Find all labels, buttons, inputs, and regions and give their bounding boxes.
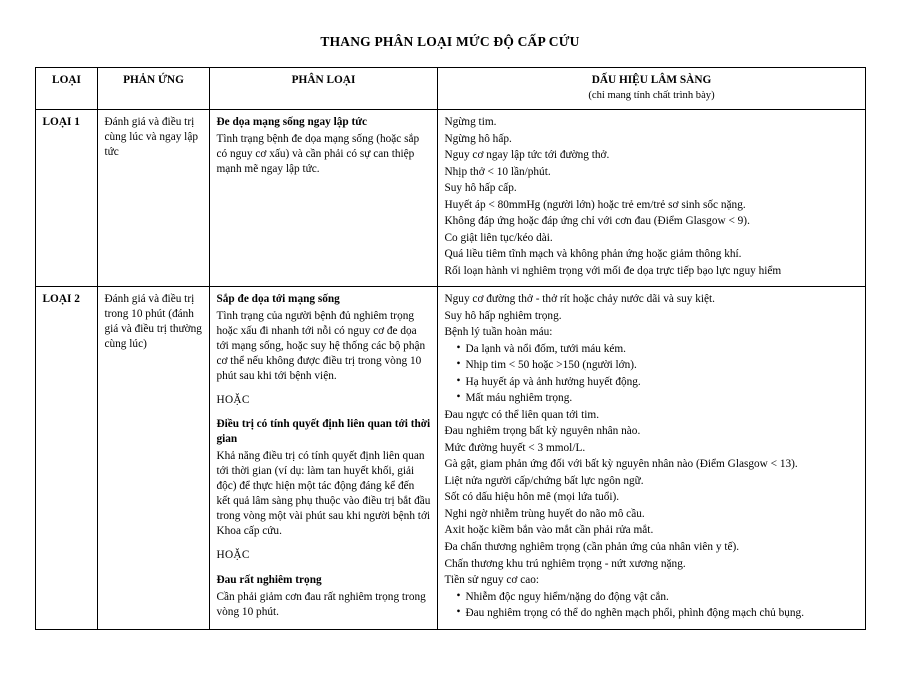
classification-text: Cần phải giảm cơn đau rất nghiêm trọng trong vòng 10 phút. xyxy=(216,590,426,618)
clinical-sign-item: Nguy cơ đường thở - thở rít hoặc chảy nước dãi và suy kiệt. xyxy=(444,293,716,306)
classification-or-label: HOẶC xyxy=(216,549,250,562)
classification-or-label: HOẶC xyxy=(216,394,250,407)
table-row xyxy=(35,287,865,629)
clinical-sign-item: Axit hoặc kiềm bắn vào mắt cần phải rửa mắt. xyxy=(444,524,654,537)
list-item: • Mất máu nghiêm trọng. xyxy=(457,391,859,406)
clinical-sign-item: Chấn thương khu trú nghiêm trọng - nứt xương nặng. xyxy=(444,557,686,570)
clinical-sign-item: Tiền sử nguy cơ cao: xyxy=(444,574,540,587)
document-page xyxy=(0,34,900,676)
table-header-row xyxy=(35,68,865,110)
table-body xyxy=(35,110,865,629)
cell-classification xyxy=(209,110,437,287)
clinical-sign-item: Gà gật, giam phản ứng đối với bất kỳ nguyên nhân nào (Điểm Glasgow < 13). xyxy=(444,458,798,471)
clinical-sign-item: Nhịp thở < 10 lần/phút. xyxy=(444,165,551,178)
clinical-sign-item: Co giật liên tục/kéo dài. xyxy=(444,231,553,244)
clinical-sign-item: Mức đường huyết < 3 mmol/L. xyxy=(444,441,586,454)
cell-clinical-signs xyxy=(437,110,865,287)
column-header-clinical-signs-note: (chỉ mang tính chất trình bày) xyxy=(588,90,715,102)
clinical-sign-item: Đau ngực có thể liên quan tới tim. xyxy=(444,408,600,421)
classification-heading: Điều trị có tính quyết định liên quan tới thời gian xyxy=(216,418,431,446)
cell-response: Đánh giá và điều trị trong 10 phút (đánh giá và điều trị thường cùng lúc) xyxy=(97,287,209,629)
column-header-category: LOẠI xyxy=(35,68,97,110)
classification-separator xyxy=(217,548,431,563)
clinical-sign-sublist xyxy=(445,590,859,622)
column-header-classification: PHÂN LOẠI xyxy=(209,68,437,110)
cell-category: LOẠI 2 xyxy=(35,287,97,629)
clinical-sign-item: Ngừng tim. xyxy=(444,116,497,129)
classification-text: Tình trạng của người bệnh đủ nghiêm trọng hoặc xấu đi nhanh tới nỗi có nguy cơ đe dọa tới mạng sống, hoặc suy hệ thống các bộ phận cơ thể nếu không được điều trị trong vòng 10 phút sau khi tới bệnh viện. xyxy=(216,310,426,383)
page-title: THANG PHÂN LOẠI MỨC ĐỘ CẤP CỨU xyxy=(320,34,580,49)
classification-text: Khả năng điều trị có tính quyết định liên quan tới thời gian (ví dụ: làm tan huyết khối, giải độc) để thực hiện một tác động đáng kể đến kết quả lâm sàng phụ thuộc vào điều trị bắt đầu trong vòng một vài phút sau khi người bệnh tới Khoa cấp cứu. xyxy=(216,450,431,538)
list-item: • Hạ huyết áp và ảnh hưởng huyết động. xyxy=(457,375,859,390)
clinical-sign-item: Nguy cơ ngay lập tức tới đường thở. xyxy=(444,149,610,162)
classification-heading: Đau rất nghiêm trọng xyxy=(216,573,322,586)
column-header-clinical-signs xyxy=(437,68,865,110)
table-header xyxy=(35,68,865,110)
table-row xyxy=(35,110,865,287)
clinical-sign-item: Ngừng hô hấp. xyxy=(444,132,512,145)
list-item: • Nhịp tim < 50 hoặc >150 (người lớn). xyxy=(457,358,859,373)
clinical-sign-item: Rối loạn hành vi nghiêm trọng với mối đe dọa trực tiếp bạo lực nguy hiểm xyxy=(444,264,782,277)
clinical-sign-item: Không đáp ứng hoặc đáp ứng chỉ với cơn đau (Điểm Glasgow < 9). xyxy=(444,215,750,228)
classification-separator xyxy=(217,393,431,408)
clinical-sign-item: Sốt có dấu hiệu hôn mê (mọi lứa tuổi). xyxy=(444,491,620,504)
classification-block xyxy=(217,292,431,384)
triage-scale-table xyxy=(35,67,866,630)
clinical-sign-sublist xyxy=(445,342,859,407)
column-header-response: PHẢN ỨNG xyxy=(97,68,209,110)
classification-block xyxy=(217,115,431,177)
list-item: • Đau nghiêm trọng có thể do nghẽn mạch phổi, phình động mạch chủ bụng. xyxy=(457,606,859,621)
cell-classification xyxy=(209,287,437,629)
clinical-sign-item: Quá liều tiêm tĩnh mạch và không phản ứng hoặc giảm thông khí. xyxy=(444,248,742,261)
clinical-sign-item: Đa chấn thương nghiêm trọng (cần phản ứng của nhân viên y tế). xyxy=(444,540,740,553)
clinical-sign-item: Bệnh lý tuần hoàn máu: xyxy=(444,326,553,339)
classification-block xyxy=(217,573,431,620)
clinical-sign-item: Đau nghiêm trọng bất kỳ nguyên nhân nào. xyxy=(444,425,641,438)
clinical-sign-item: Liệt nửa người cấp/chứng bất lực ngôn ngữ. xyxy=(444,474,644,487)
cell-response: Đánh giá và điều trị cùng lúc và ngay lập tức xyxy=(97,110,209,287)
classification-heading: Sắp đe dọa tới mạng sống xyxy=(216,293,340,306)
classification-text: Tình trạng bệnh đe dọa mạng sống (hoặc sắp có nguy cơ xấu) và cần phải có sự can thiệp mạnh mẽ ngay lập tức. xyxy=(216,133,420,176)
cell-clinical-signs xyxy=(437,287,865,629)
classification-heading: Đe dọa mạng sống ngay lập tức xyxy=(216,116,368,129)
cell-category: LOẠI 1 xyxy=(35,110,97,287)
clinical-sign-item: Suy hô hấp nghiêm trọng. xyxy=(444,309,562,322)
clinical-sign-item: Suy hô hấp cấp. xyxy=(444,182,517,195)
clinical-sign-item: Nghi ngờ nhiễm trùng huyết do não mô cầu. xyxy=(444,507,645,520)
clinical-sign-item: Huyết áp < 80mmHg (người lớn) hoặc trẻ em/trẻ sơ sinh sốc nặng. xyxy=(444,198,746,211)
list-item: • Da lạnh và nổi đốm, tưới máu kém. xyxy=(457,342,859,357)
column-header-clinical-signs-label: DẤU HIỆU LÂM SÀNG xyxy=(591,74,712,86)
list-item: • Nhiễm độc nguy hiểm/nặng do động vật cắn. xyxy=(457,590,859,605)
classification-block xyxy=(217,417,431,539)
